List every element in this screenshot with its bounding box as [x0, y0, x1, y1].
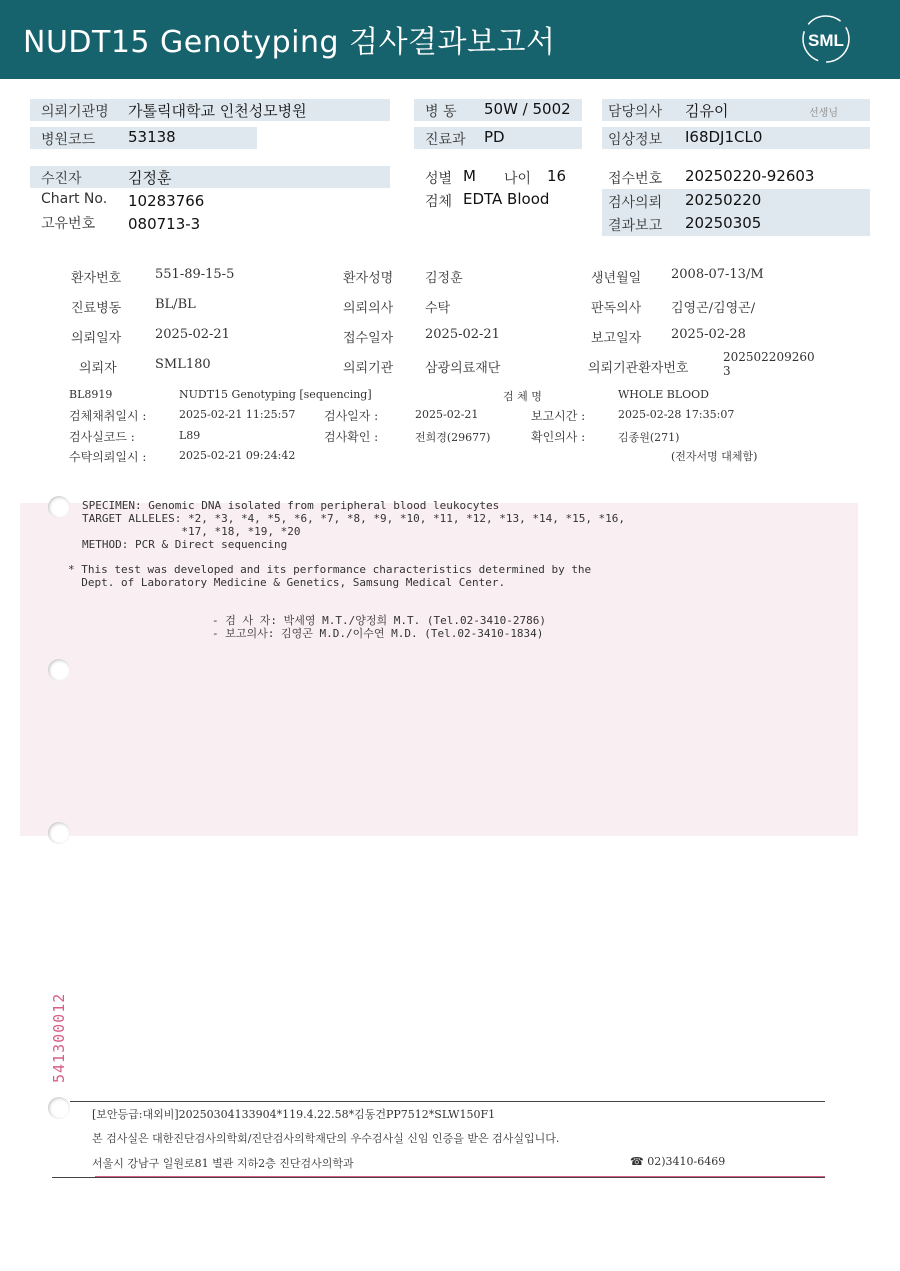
ward-label: 병 동 [425, 104, 457, 120]
collect-value: 2025-02-21 11:25:57 [179, 408, 296, 421]
test-name: NUDT15 Genotyping [sequencing] [179, 388, 372, 401]
scan-label: 의뢰일자 [71, 331, 122, 346]
sex-value: M [463, 167, 476, 185]
report-title: NUDT15 Genotyping 검사결과보고서 [23, 25, 556, 60]
result-area [20, 503, 858, 836]
punch-hole [48, 659, 70, 681]
scan-label: 보고일자 [591, 331, 642, 346]
doctor-value: 김유이 [685, 102, 729, 120]
patient-bar [30, 166, 390, 188]
footer-accent-rule [95, 1176, 825, 1177]
staff-line: - 검 사 자: 박세영 M.T./양정희 M.T. (Tel.02-3410-2786) [212, 614, 547, 627]
confirm-doctor-label: 확인의사 : [531, 430, 586, 444]
hospital-code-value: 53138 [128, 128, 176, 146]
institution-label: 의뢰기관명 [41, 104, 109, 120]
footer-cert: 본 검사실은 대한진단검사의학회/진단검사의학재단의 우수검사실 신임 인증을 받은 검사실입니다. [92, 1132, 560, 1145]
scan-label: 환자번호 [71, 271, 122, 286]
age-label: 나이 [504, 171, 532, 187]
scan-value: 삼광의료재단 [425, 361, 501, 376]
scan-value: 김정훈 [425, 271, 463, 286]
patient-value: 김정훈 [128, 169, 172, 187]
scan-label: 의뢰기관환자번호 [588, 361, 689, 376]
exam-confirm-label: 검사확인 : [324, 430, 379, 444]
chart-value: 10283766 [128, 192, 205, 210]
scan-value: 2025-02-28 [671, 327, 746, 342]
unique-label: 고유번호 [41, 216, 96, 232]
signature-note: (전자서명 대체함) [671, 450, 758, 463]
clinical-value: I68DJ1CL0 [685, 128, 763, 146]
scan-value: 2025-02-21 [155, 327, 230, 342]
punch-hole [48, 822, 70, 844]
chart-label: Chart No. [41, 191, 108, 207]
report-time-value: 2025-02-28 17:35:07 [618, 408, 735, 421]
request-value: 20250220 [685, 191, 762, 209]
scan-label: 판독의사 [591, 301, 642, 316]
footer-address: 서울시 강남구 일원로81 별관 지하2층 진단검사의학과 [92, 1157, 354, 1170]
result-line: METHOD: PCR & Direct sequencing [82, 538, 288, 551]
test-code: BL8919 [69, 388, 113, 401]
footer-phone: ☎ 02)3410-6469 [630, 1155, 726, 1168]
footer-rule [52, 1177, 825, 1178]
scan-label: 진료병동 [71, 301, 122, 316]
scan-value: 2025-02-21 [425, 327, 500, 342]
result-line: SPECIMEN: Genomic DNA isolated from peripheral blood leukocytes [82, 499, 500, 512]
scan-label: 환자성명 [343, 271, 394, 286]
doctor-suffix: 선생님 [809, 108, 838, 119]
scan-value: SML180 [155, 357, 211, 372]
footer-rule [70, 1101, 825, 1102]
scan-label: 의뢰자 [79, 361, 117, 376]
scan-label: 생년월일 [591, 271, 642, 286]
sml-logo [800, 13, 852, 65]
request-label: 검사의뢰 [608, 195, 663, 211]
sex-label: 성별 [425, 171, 453, 187]
staff-line: - 보고의사: 김영곤 M.D./이수연 M.D. (Tel.02-3410-1834) [212, 627, 544, 640]
scan-label: 의뢰의사 [343, 301, 394, 316]
consign-label: 수탁의뢰일시 : [69, 450, 147, 464]
hospital-code-label: 병원코드 [41, 132, 96, 148]
specimen-label: 검체 [425, 194, 453, 210]
exam-date-label: 검사일자 : [324, 409, 379, 423]
result-line: TARGET ALLELES: *2, *3, *4, *5, *6, *7, *8, *9, *10, *11, *12, *13, *14, *15, *16, [82, 512, 626, 525]
exam-confirm-value: 전희경(29677) [415, 431, 491, 444]
specimen-value: EDTA Blood [463, 190, 550, 208]
note-line: * This test was developed and its performance characteristics determined by the [68, 563, 592, 576]
side-code: 541300012 [50, 992, 68, 1083]
dept-value: PD [484, 128, 505, 146]
patient-label: 수진자 [41, 171, 82, 187]
collect-label: 검체채취일시 : [69, 409, 147, 423]
specimen-name-label: 검 체 명 [503, 390, 542, 403]
scan-label: 의뢰기관 [343, 361, 394, 376]
scan-value: 551-89-15-5 [155, 267, 235, 282]
result-line: *17, *18, *19, *20 [82, 525, 301, 538]
consign-value: 2025-02-21 09:24:42 [179, 449, 296, 462]
note-line: Dept. of Laboratory Medicine & Genetics, Samsung Medical Center. [68, 576, 506, 589]
clinical-label: 임상정보 [608, 132, 663, 148]
exam-date-value: 2025-02-21 [415, 408, 479, 421]
receipt-value: 20250220-92603 [685, 167, 815, 185]
footer-security: [보안등급:대외비]20250304133904*119.4.22.58*김동건PP7512*SLW150F1 [92, 1108, 496, 1121]
punch-hole [48, 1097, 70, 1119]
lab-code-label: 검사실코드 : [69, 430, 135, 444]
report-label: 결과보고 [608, 218, 663, 234]
lab-code-value: L89 [179, 429, 201, 442]
scan-value: 3 [723, 364, 731, 378]
punch-hole [48, 496, 70, 518]
receipt-label: 접수번호 [608, 171, 663, 187]
scan-value: 2008-07-13/M [671, 267, 764, 282]
scan-value: 202502209260 [723, 350, 815, 364]
dept-label: 진료과 [425, 132, 466, 148]
ward-value: 50W / 5002 [484, 100, 571, 118]
report-value: 20250305 [685, 214, 762, 232]
age-value: 16 [547, 167, 567, 185]
scan-value: 김영곤/김영곤/ [671, 301, 756, 316]
sml-logo-text: SML [808, 31, 844, 50]
scan-value: 수탁 [425, 301, 451, 316]
institution-value: 가톨릭대학교 인천성모병원 [128, 102, 307, 120]
specimen-name-value: WHOLE BLOOD [618, 388, 709, 401]
doctor-label: 담당의사 [608, 104, 663, 120]
report-time-label: 보고시간 : [531, 409, 586, 423]
unique-value: 080713-3 [128, 215, 201, 233]
scan-value: BL/BL [155, 297, 196, 312]
scan-label: 접수일자 [343, 331, 394, 346]
confirm-doctor-value: 김종원(271) [618, 431, 680, 444]
